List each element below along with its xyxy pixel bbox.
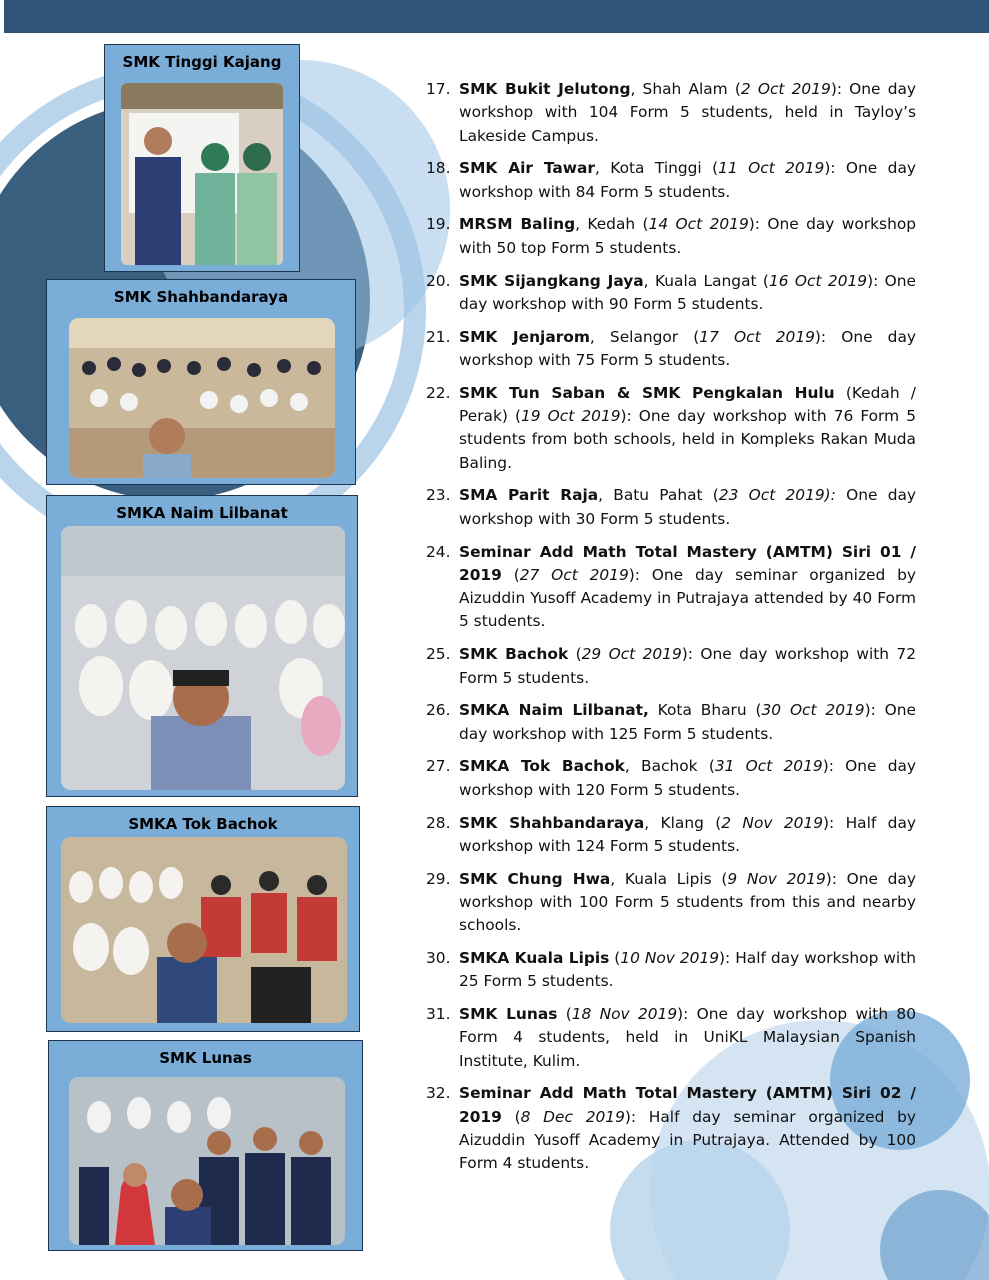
list-item bbox=[426, 382, 916, 475]
item-date: 30 Oct 2019 bbox=[761, 701, 865, 720]
item-text: ): One day workshop with 80 Form 4 students, held in UniKL Malaysian Spanish Institute, Kulim. bbox=[459, 1005, 916, 1070]
card-title: SMKA Naim Lilbanat bbox=[116, 504, 288, 522]
item-text: , Klang ( bbox=[644, 813, 722, 832]
item-date: 19 Oct 2019 bbox=[520, 407, 621, 426]
photo-card bbox=[48, 1040, 363, 1251]
item-date: 8 Dec 2019 bbox=[520, 1107, 625, 1126]
list-item bbox=[426, 1003, 916, 1073]
item-date: 16 Oct 2019 bbox=[768, 271, 868, 290]
item-text: , Shah Alam ( bbox=[630, 80, 741, 98]
item-text: ): One day workshop with 120 Form 5 students. bbox=[459, 757, 916, 799]
school-name: SMK Bachok bbox=[459, 645, 569, 664]
school-name: SMKA Tok Bachok bbox=[459, 757, 625, 776]
card-title: SMK Shahbandaraya bbox=[113, 288, 289, 306]
item-text: ): One day workshop with 50 top Form 5 students. bbox=[459, 215, 917, 257]
item-text: , Selangor ( bbox=[589, 327, 700, 346]
item-text: , Bachok ( bbox=[624, 757, 715, 776]
photo bbox=[69, 1077, 345, 1245]
item-date: 18 Nov 2019 bbox=[571, 1005, 678, 1024]
list-item-number: 27. bbox=[426, 757, 451, 776]
list-item-number: 24. bbox=[426, 542, 451, 561]
item-text: (Kedah / Perak) ( bbox=[459, 383, 916, 426]
item-text: ): One day workshop with 84 Form 5 students. bbox=[459, 159, 916, 201]
school-name: SMK Tun Saban & SMK Pengkalan Hulu bbox=[459, 383, 835, 402]
item-text: ): Half day workshop with 25 Form 5 students. bbox=[459, 949, 916, 991]
item-date: 14 Oct 2019 bbox=[648, 215, 749, 234]
item-text: One day workshop with 30 Form 5 students. bbox=[459, 486, 917, 528]
list-item-number: 22. bbox=[426, 383, 451, 402]
school-name: SMK Lunas bbox=[459, 1005, 558, 1024]
item-text: ( bbox=[568, 645, 582, 664]
list-item bbox=[426, 541, 916, 634]
list-item-number: 20. bbox=[426, 271, 451, 290]
photo-card bbox=[46, 495, 358, 797]
list-item-number: 28. bbox=[426, 813, 451, 832]
photo-card bbox=[104, 44, 300, 272]
list-item bbox=[426, 699, 916, 746]
list-item bbox=[426, 157, 916, 204]
list-item bbox=[426, 868, 916, 938]
item-text: , Kota Tinggi ( bbox=[594, 159, 719, 178]
school-name: SMA Parit Raja bbox=[459, 486, 599, 505]
school-name: SMK Air Tawar bbox=[459, 159, 595, 178]
school-name: SMK Sijangkang Jaya bbox=[459, 271, 644, 290]
item-text: ): One day workshop with 90 Form 5 students. bbox=[459, 271, 916, 313]
item-text: ): Half day seminar organized by Aizuddin Yusoff Academy in Putrajaya. Attended by 100 Form 4 students. bbox=[459, 1107, 916, 1173]
item-text: ): One day workshop with 72 Form 5 students. bbox=[459, 645, 916, 687]
item-date: 17 Oct 2019 bbox=[699, 327, 815, 346]
school-name: MRSM Baling bbox=[459, 215, 576, 234]
item-date: 10 Nov 2019 bbox=[620, 949, 720, 967]
item-text: ): One day seminar organized by Aizuddin Yusoff Academy in Putrajaya attended by 40 Form 5 students. bbox=[459, 565, 916, 631]
school-name: SMK Shahbandaraya bbox=[459, 813, 645, 832]
item-text: , Kuala Langat ( bbox=[643, 271, 769, 290]
item-text: ( bbox=[609, 949, 621, 967]
workshop-list bbox=[426, 78, 916, 1185]
list-item bbox=[426, 270, 916, 317]
item-text: ( bbox=[557, 1005, 572, 1024]
item-text: ): One day workshop with 125 Form 5 students. bbox=[459, 701, 917, 743]
item-date: 2 Oct 2019 bbox=[740, 80, 831, 98]
item-text: ( bbox=[501, 1107, 521, 1126]
list-item-number: 32. bbox=[426, 1084, 451, 1103]
photo bbox=[69, 318, 335, 478]
card-title: SMKA Tok Bachok bbox=[128, 815, 278, 833]
item-text: ): One day workshop with 100 Form 5 students from this and nearby schools. bbox=[459, 869, 916, 935]
photo bbox=[61, 837, 347, 1023]
list-item-number: 18. bbox=[426, 159, 451, 178]
item-date: 31 Oct 2019 bbox=[714, 757, 823, 776]
list-item bbox=[426, 947, 916, 994]
card-title: SMK Tinggi Kajang bbox=[122, 53, 282, 71]
list-item bbox=[426, 326, 916, 373]
item-text: ): One day workshop with 76 Form 5 students from both schools, held in Kompleks Rakan Muda Baling. bbox=[459, 407, 916, 472]
item-text: , Kedah ( bbox=[575, 215, 649, 234]
photo-card bbox=[46, 279, 356, 485]
list-item bbox=[426, 213, 916, 260]
school-name: SMK Jenjarom bbox=[459, 327, 590, 346]
list-item-number: 26. bbox=[426, 701, 451, 720]
item-text: Kota Bharu ( bbox=[648, 701, 762, 720]
item-date: 23 Oct 2019): bbox=[718, 486, 836, 505]
item-text: ( bbox=[501, 565, 520, 584]
list-item-number: 25. bbox=[426, 645, 451, 664]
school-name: SMK Bukit Jelutong bbox=[459, 80, 631, 98]
item-text: ): One day workshop with 104 Form 5 students, held in Tayloy’s Lakeside Campus. bbox=[459, 80, 917, 145]
photo-card bbox=[46, 806, 360, 1032]
item-date: 29 Oct 2019 bbox=[581, 645, 682, 664]
list-item-number: 30. bbox=[426, 949, 451, 967]
list-item bbox=[426, 1082, 916, 1175]
school-name: SMK Chung Hwa bbox=[459, 869, 611, 888]
item-date: 27 Oct 2019 bbox=[519, 565, 629, 584]
school-name: SMKA Kuala Lipis bbox=[459, 949, 610, 967]
list-item bbox=[426, 78, 916, 148]
list-item bbox=[426, 643, 916, 690]
list-item-number: 19. bbox=[426, 215, 451, 234]
school-name: Seminar Add Math Total Mastery (AMTM) Siri 02 / 2019 bbox=[459, 1084, 916, 1126]
item-text: , Kuala Lipis ( bbox=[610, 869, 728, 888]
photo bbox=[61, 526, 345, 790]
school-name: SMKA Naim Lilbanat, bbox=[459, 701, 649, 720]
item-date: 2 Nov 2019 bbox=[721, 813, 824, 832]
list-item-number: 29. bbox=[426, 869, 451, 888]
photo bbox=[121, 83, 283, 265]
item-text: ): One day workshop with 75 Form 5 students. bbox=[459, 327, 916, 369]
list-item-number: 31. bbox=[426, 1005, 451, 1024]
list-item bbox=[426, 484, 916, 531]
item-text: , Batu Pahat ( bbox=[598, 486, 719, 505]
school-name: Seminar Add Math Total Mastery (AMTM) Siri 01 / 2019 bbox=[459, 542, 916, 584]
list-item-number: 21. bbox=[426, 327, 451, 346]
list-item-number: 17. bbox=[426, 80, 451, 98]
item-text: ): Half day workshop with 124 Form 5 students. bbox=[459, 813, 916, 855]
card-title: SMK Lunas bbox=[159, 1049, 252, 1067]
item-date: 11 Oct 2019 bbox=[718, 159, 825, 178]
list-item-number: 23. bbox=[426, 486, 451, 505]
list-item bbox=[426, 755, 916, 802]
item-date: 9 Nov 2019 bbox=[727, 869, 826, 888]
list-item bbox=[426, 812, 916, 859]
